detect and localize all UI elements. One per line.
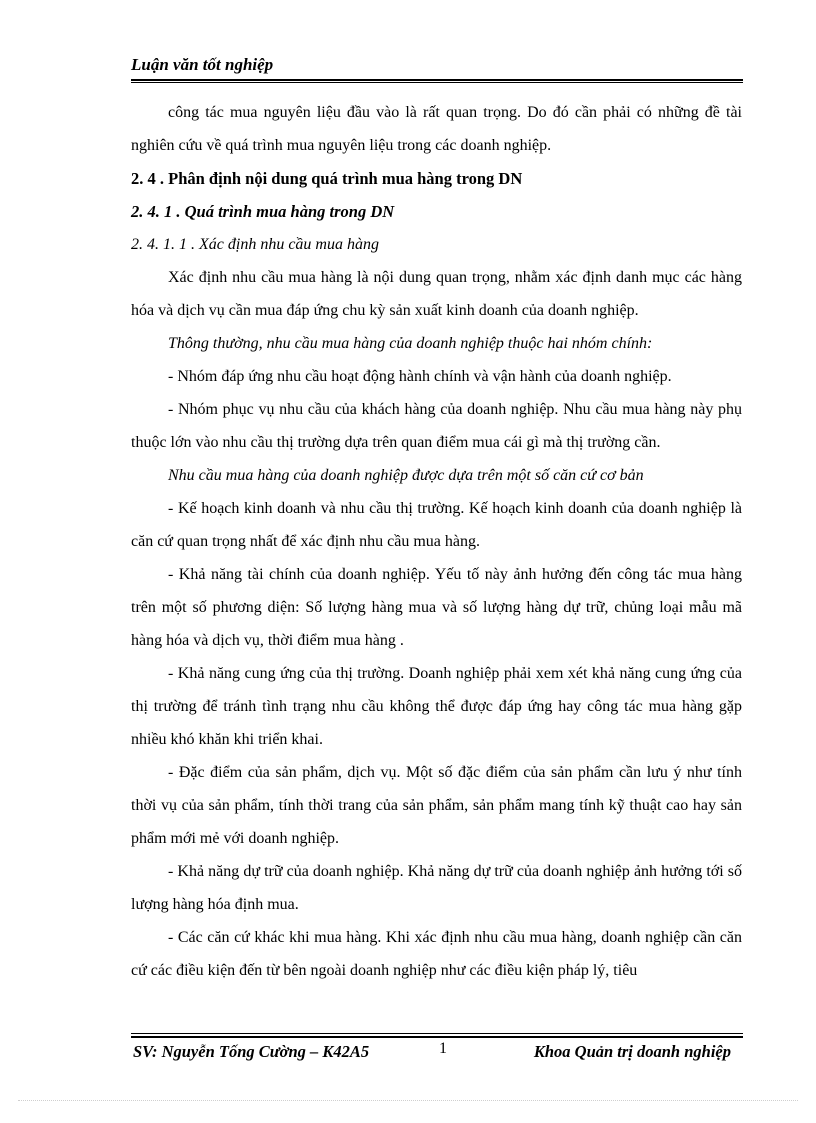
list-item: - Nhóm đáp ứng nhu cầu hoạt động hành chính và vận hành của doanh nghiệp.: [168, 368, 672, 385]
list-item: - Khả năng dự trữ của doanh nghiệp. Khả năng dự trữ của doanh nghiệp ảnh hưởng tới số lượng hàng hóa định mua.: [131, 863, 742, 913]
footer-department: Khoa Quản trị doanh nghiệp: [533, 1042, 731, 1061]
footer-author: SV: Nguyễn Tống Cường – K42A5: [133, 1042, 370, 1061]
page-edge-divider: [18, 1100, 798, 1101]
list-item: - Các căn cứ khác khi mua hàng. Khi xác định nhu cầu mua hàng, doanh nghiệp cần căn cứ các điều kiện đến từ bên ngoài doanh nghiệp như các điều kiện pháp lý, tiêu: [131, 929, 742, 979]
page-header: [131, 54, 743, 76]
header-rule: [131, 79, 743, 83]
header-title: Luận văn tốt nghiệp: [131, 55, 274, 74]
subsection-heading: 2. 4. 1 . Quá trình mua hàng trong DN: [131, 202, 395, 221]
footer-rule: [131, 1033, 743, 1038]
paragraph-italic: Thông thường, nhu cầu mua hàng của doanh nghiệp thuộc hai nhóm chính:: [168, 335, 653, 352]
paragraph: công tác mua nguyên liệu đầu vào là rất quan trọng. Do đó cần phải có những đề tài nghiên cứu về quá trình mua nguyên liệu trong các doanh nghiệp.: [131, 104, 742, 154]
page-number: 1: [439, 1040, 447, 1057]
paragraph-italic: Nhu cầu mua hàng của doanh nghiệp được dựa trên một số căn cứ cơ bản: [168, 467, 644, 484]
list-item: - Đặc điểm của sản phẩm, dịch vụ. Một số đặc điểm của sản phẩm cần lưu ý như tính thời vụ của sản phẩm, tính thời trang của sản phẩm, sản phẩm mang tính kỹ thuật cao hay sản phẩm mới mẻ với doanh nghiệp.: [131, 764, 742, 847]
subsubsection-heading: 2. 4. 1. 1 . Xác định nhu cầu mua hàng: [131, 236, 379, 253]
section-heading: 2. 4 . Phân định nội dung quá trình mua hàng trong DN: [131, 169, 523, 188]
list-item: - Khả năng tài chính của doanh nghiệp. Yếu tố này ảnh hưởng đến công tác mua hàng trên một số phương diện: Số lượng hàng mua và số lượng hàng dự trữ, chủng loại mẫu mã hàng hóa và dịch vụ, thời điểm mua hàng .: [131, 566, 742, 649]
list-item: - Kế hoạch kinh doanh và nhu cầu thị trường. Kế hoạch kinh doanh của doanh nghiệp là căn cứ quan trọng nhất để xác định nhu cầu mua hàng.: [131, 500, 742, 550]
list-item: - Khả năng cung ứng của thị trường. Doanh nghiệp phải xem xét khả năng cung ứng của thị trường để tránh tình trạng nhu cầu không thể được đáp ứng hay công tác mua hàng gặp nhiều khó khăn khi triển khai.: [131, 665, 742, 748]
paragraph: Xác định nhu cầu mua hàng là nội dung quan trọng, nhằm xác định danh mục các hàng hóa và dịch vụ cần mua đáp ứng chu kỳ sản xuất kinh doanh của doanh nghiệp.: [131, 269, 742, 319]
list-item: - Nhóm phục vụ nhu cầu của khách hàng của doanh nghiệp. Nhu cầu mua hàng này phụ thuộc lớn vào nhu cầu thị trường dựa trên quan điểm mua cái gì mà thị trường cần.: [131, 401, 742, 451]
page-footer: [131, 1033, 743, 1067]
page-body: [131, 96, 742, 987]
